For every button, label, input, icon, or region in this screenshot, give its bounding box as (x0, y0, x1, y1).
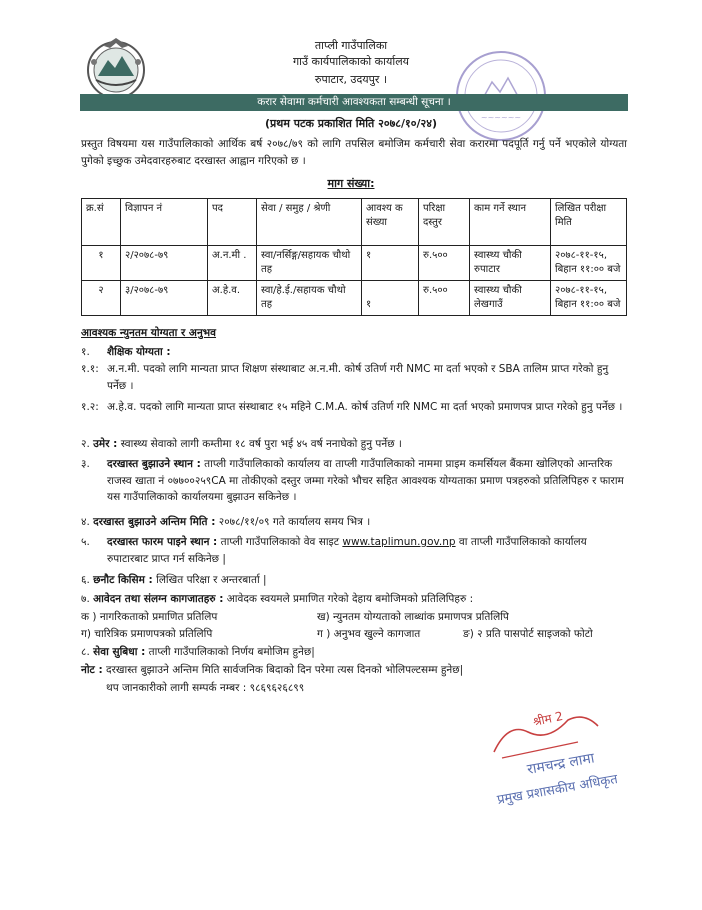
item-number: ७. (81, 593, 90, 605)
table-cell: स्वास्थ्य चौकी रुपाटार (470, 246, 551, 281)
website-link[interactable]: www.taplimun.gov.np (342, 536, 456, 548)
notice-title-banner: करार सेवामा कर्मचारी आवश्यकता सम्बन्धी सूचना । (80, 94, 628, 111)
item-form-location (81, 534, 629, 567)
office-address: रुपाटार, उदयपुर । (314, 73, 388, 86)
col-header: विज्ञापन नं (121, 199, 208, 246)
vacancy-table (81, 198, 627, 316)
document-item: क ) नागरिकताको प्रमाणित प्रतिलिप (81, 611, 218, 623)
document-item: ग ) अनुभव खुल्ने कागजात (317, 628, 421, 640)
table-cell: रु.५०० (419, 246, 470, 281)
table-header-row (82, 199, 627, 246)
table-cell: ३/२०७८-७९ (121, 281, 208, 316)
table-cell: २०७८-११-१५, बिहान ११:०० बजे (551, 246, 627, 281)
note-text: दरखास्त बुझाउने अन्तिम मिति सार्वजनिक बिदाको दिन परेमा त्यस दिनको भोलिपल्टसम्म हुनेछ| (106, 664, 464, 676)
signatory-title: प्रमुख प्रशासकीय अधिकृत (496, 771, 619, 808)
item-ahw-qualification (81, 399, 629, 416)
item-text: ताप्ली गाउँपालिकाको कार्यालय वा ताप्ली गाउँपालिकाको नाममा प्राइम कमर्सियल बैंकमा खोलिएको आन्तरिक राजस्व खाता नं ०७७००२५९CA मा तोकीएको दस्तुर जम्मा गरेको भौचर सहित आवश्यक योग्यताका प्रमाण पत्रहरुको प्रतिलिपिहरु र फाराम यस गाउँपालिकाको कार्यालयमा बुझाउन सकिनेछ । (107, 458, 624, 503)
item-text: अ.न.मी. पदको लागि मान्यता प्राप्त शिक्षण संस्थाबाट अ.न.मी. कोर्ष उतिर्ण गरी NMC मा दर्ता भएको र SBA तालिम प्राप्त गरेको हुनु पर्नेछ । (107, 363, 609, 392)
table-cell: अ.हे.व. (208, 281, 257, 316)
item-number: ३. (81, 458, 90, 470)
demand-heading: माग संख्या: (327, 177, 375, 190)
item-text: २०७८/११/०९ गते कार्यालय समय भित्र । (218, 516, 371, 528)
item-number: ८. (81, 646, 90, 658)
table-row (82, 246, 627, 281)
col-header: परिक्षा दस्तुर (419, 199, 470, 246)
col-header: काम गर्ने स्थान (470, 199, 551, 246)
item-label: आवेदन तथा संलग्न कागजातहरु : (93, 593, 224, 605)
item-number: ४. (81, 516, 90, 528)
item-text: वा ताप्ली गाउँपालिकाको कार्यालय रुपाटारबाट प्राप्त गर्न सकिनेछ | (107, 536, 587, 565)
col-header: पद (208, 199, 257, 246)
note (81, 662, 629, 679)
contact-number: थप जानकारीको लागी सम्पर्क नम्बर : ९८६९६२६८९९ (106, 682, 305, 694)
table-cell: १ (82, 246, 121, 281)
item-education (81, 344, 629, 361)
item-number: १.१: (81, 363, 99, 375)
table-cell: २/२०७८-७९ (121, 246, 208, 281)
table-cell: १ (362, 281, 419, 316)
intro-paragraph: प्रस्तुत विषयमा यस गाउँपालिकाको आर्थिक बर्ष २०७८/७९ को लागि तपसिल बमोजिम कर्मचारी सेवा करारमा पदपूर्ति गर्नु पर्ने भएकोले योग्यता पुगेको इच्छुक उमेदवारहरुबाट दरखास्त आह्वान गरिएको छ । (81, 138, 627, 167)
document-item: ग) चारित्रिक प्रमाणपत्रको प्रतिलिपि (81, 628, 213, 640)
item-text: स्वास्थ्य सेवाको लागी कम्तीमा १८ वर्ष पुरा भई ४५ वर्ष ननाघेको हुनु पर्नेछ । (120, 438, 402, 450)
col-header: आवश्य क संख्या (362, 199, 419, 246)
item-facilities (81, 644, 629, 661)
col-header: क्र.सं (82, 199, 121, 246)
item-text: ताप्ली गाउँपालिकाको निर्णय बमोजिम हुनेछ| (148, 646, 315, 658)
item-deadline (81, 514, 629, 531)
table-cell: २ (82, 281, 121, 316)
document-item: ङ) २ प्रति पासपोर्ट साइजको फोटो (463, 628, 593, 640)
item-label: शैक्षिक योग्यता : (107, 346, 171, 358)
item-label: दरखास्त बुझाउने अन्तिम मिति : (93, 516, 216, 528)
table-row (82, 281, 627, 316)
item-number: ५. (81, 536, 90, 548)
item-number: १.२: (81, 401, 99, 413)
item-anm-qualification (81, 361, 629, 394)
table-cell: २०७८-११-१५, बिहान ११:०० बजे (551, 281, 627, 316)
office-name-line2: गाउँ कार्यपालिकाको कार्यालय (292, 55, 410, 68)
table-cell: १ (362, 246, 419, 281)
document-row-1 (81, 609, 629, 626)
col-header: सेवा / समुह / श्रेणी (257, 199, 362, 246)
svg-text:~~~~~~: ~~~~~~ (480, 113, 522, 122)
item-label: दरखास्त फारम पाइने स्थान : (107, 536, 218, 548)
item-text: आवेदक स्वयमले प्रमाणित गरेको देहाय बमोजिमको प्रतिलिपिहरु : (226, 593, 474, 605)
document-row-2 (81, 626, 629, 643)
item-submission-place (81, 456, 629, 506)
table-cell: रु.५०० (419, 281, 470, 316)
item-documents (81, 591, 629, 608)
signature-scribble: श्रीम 2 (531, 708, 565, 729)
item-selection-method (81, 572, 629, 589)
document-item: ख) न्युनतम योग्यताको लाब्धांक प्रमाणपत्र प्रतिलिपि (317, 611, 509, 623)
item-label: सेवा सुबिधा : (93, 646, 146, 658)
item-label: छनौट किसिम : (93, 574, 153, 586)
item-number: २. (81, 438, 90, 450)
col-header: लिखित परीक्षा मिति (551, 199, 627, 246)
item-label: दरखास्त बुझाउने स्थान : (107, 458, 201, 470)
item-text: अ.हे.व. पदको लागि मान्यता प्राप्त संस्थाबाट १५ महिने C.M.A. कोर्ष उतिर्ण गरि NMC मा दर्ता भएको प्रमाणपत्र प्राप्त गरेको हुनु पर्नेछ । (107, 401, 623, 413)
note-label: नोट : (81, 664, 103, 676)
item-number: ६. (81, 574, 90, 586)
publication-date: (प्रथम पटक प्रकाशित मिति २०७८/१०/२४) (265, 117, 437, 130)
table-cell: अ.न.मी . (208, 246, 257, 281)
item-text: लिखित परिक्षा र अन्तरबार्ता | (156, 574, 267, 586)
office-name-line1: ताप्ली गाउँपालिका (314, 39, 388, 52)
signatory-name: रामचन्द्र लामा (525, 750, 596, 778)
signature-block (488, 702, 658, 812)
qualification-heading: आवश्यक न्युनतम योग्यता र अनुभव (81, 327, 217, 339)
item-number: १. (81, 346, 90, 358)
table-cell: स्वा/हे.ई./सहायक चौथो तह (257, 281, 362, 316)
item-text: ताप्ली गाउँपालिकाको वेव साइट (220, 536, 340, 548)
item-label: उमेर : (93, 438, 118, 450)
item-age (81, 436, 629, 453)
table-cell: स्वा/नर्सिङ्ग/सहायक चौथो तह (257, 246, 362, 281)
table-cell: स्वास्थ्य चौकी लेखगाउँ (470, 281, 551, 316)
